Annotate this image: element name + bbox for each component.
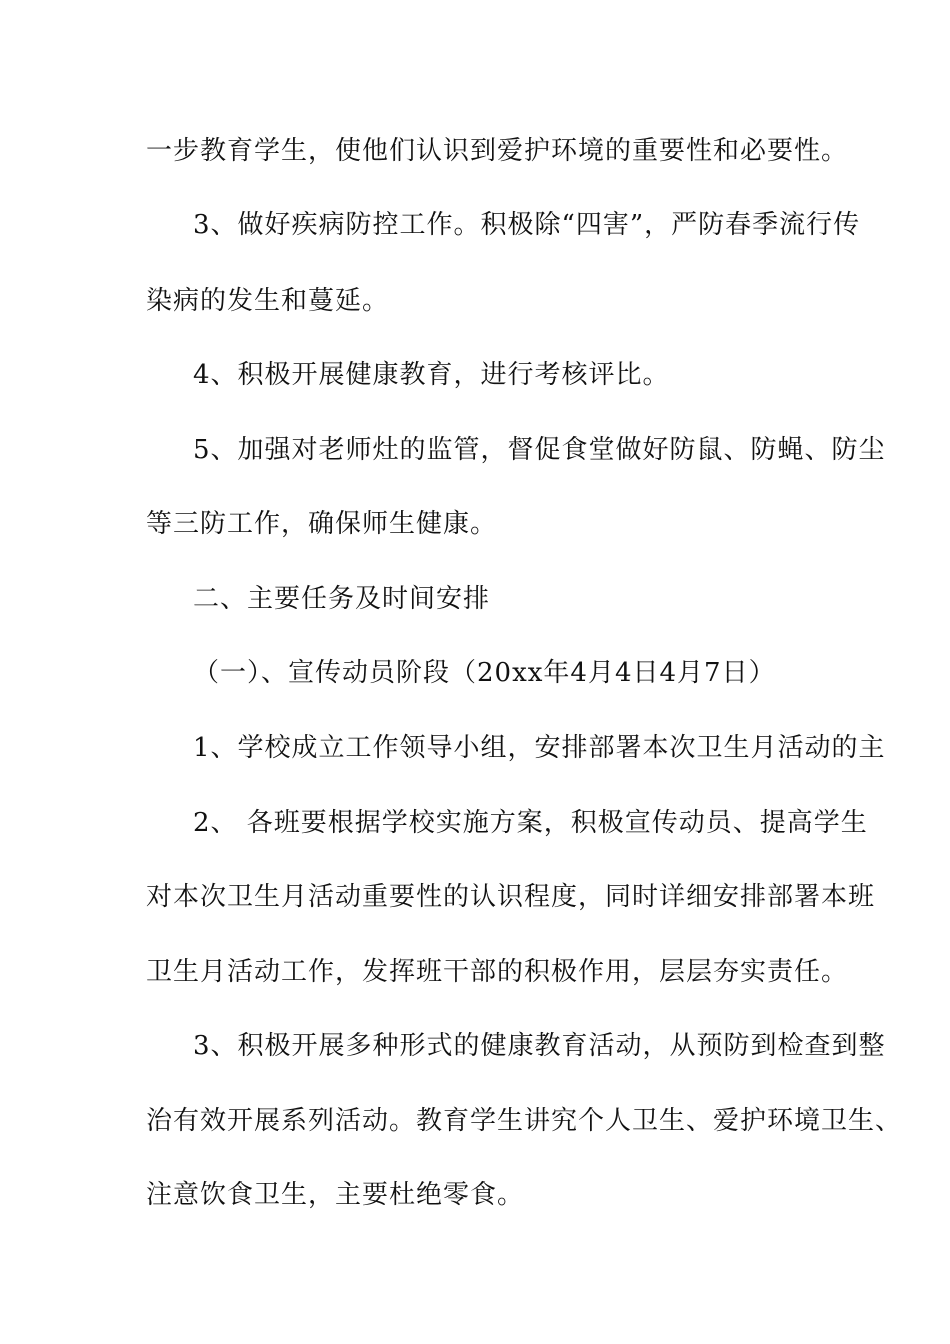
paragraph-line: 一步教育学生，使他们认识到爱护环境的重要性和必要性。 — [146, 136, 849, 166]
paragraph-line: 注意饮食卫生，主要杜绝零食。 — [146, 1180, 525, 1210]
paragraph-line: 1、学校成立工作领导小组，安排部署本次卫生月活动的主 — [193, 733, 886, 763]
paragraph-line: 2、 各班要根据学校实施方案，积极宣传动员、提高学生 — [193, 808, 868, 838]
paragraph-line: 5、加强对老师灶的监管，督促食堂做好防鼠、防蝇、防尘 — [193, 435, 886, 465]
paragraph-line: 3、积极开展多种形式的健康教育活动，从预防到检查到整 — [193, 1031, 886, 1061]
subsection-heading: （一）、宣传动员阶段（20xx年4月4日4月7日） — [193, 658, 776, 688]
paragraph-line: 卫生月活动工作，发挥班干部的积极作用，层层夯实责任。 — [146, 957, 849, 987]
paragraph-line: 等三防工作，确保师生健康。 — [146, 509, 498, 539]
paragraph-line: 染病的发生和蔓延。 — [146, 286, 390, 316]
paragraph-line: 对本次卫生月活动重要性的认识程度，同时详细安排部署本班 — [146, 882, 876, 912]
paragraph-line: 4、积极开展健康教育，进行考核评比。 — [193, 360, 670, 390]
paragraph-line: 3、做好疾病防控工作。积极除“四害”，严防春季流行传 — [193, 210, 861, 240]
paragraph-line: 治有效开展系列活动。教育学生讲究个人卫生、爱护环境卫生、 — [146, 1106, 903, 1136]
section-heading: 二、主要任务及时间安排 — [193, 584, 491, 614]
